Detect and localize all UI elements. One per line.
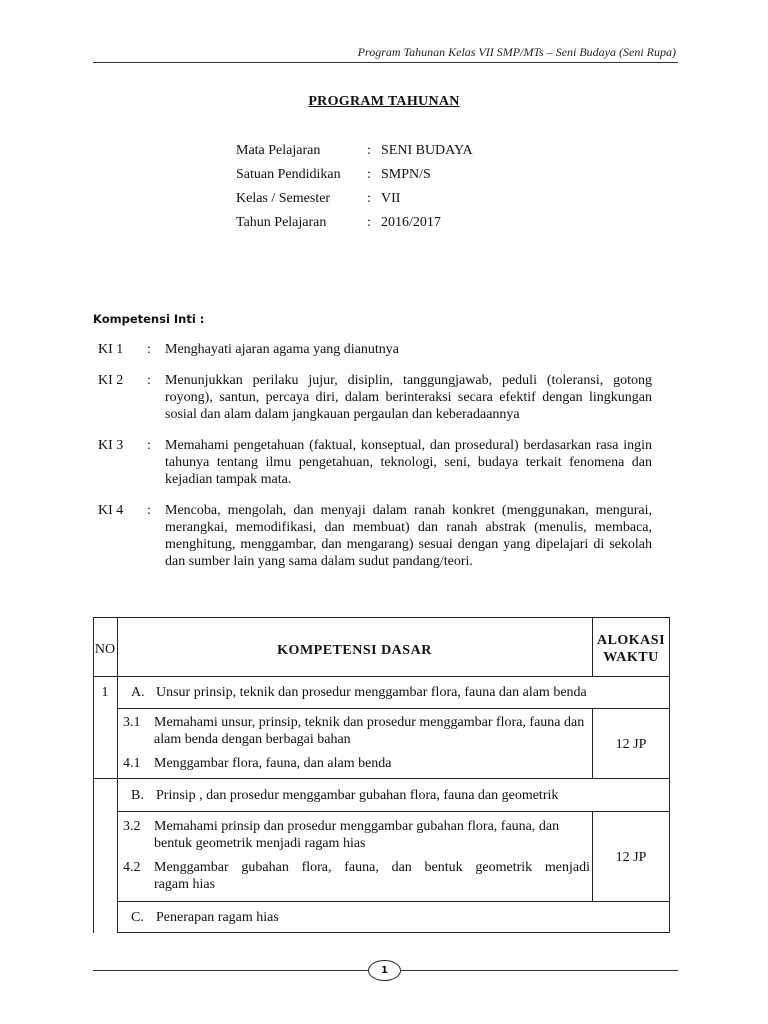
document-title-text: PROGRAM TAHUNAN [308, 94, 460, 109]
section-title: Unsur prinsip, teknik dan prosedur menggambar flora, fauna dan alam benda [156, 685, 587, 700]
info-colon: : [367, 167, 371, 182]
table-border [93, 778, 670, 779]
row-number: 1 [101, 685, 109, 700]
kd-number: 4.1 [123, 756, 141, 771]
info-label: Mata Pelajaran [236, 143, 321, 158]
kd-3-1 [123, 714, 590, 748]
info-value: VII [381, 191, 401, 206]
ki-colon: : [147, 373, 151, 388]
ki-item-1 [98, 341, 652, 358]
kd-4-2 [123, 859, 590, 893]
kd-4-1 [123, 755, 590, 772]
header-kompetensi-dasar: KOMPETENSI DASAR [277, 643, 432, 658]
info-value: 2016/2017 [381, 215, 441, 230]
kd-text-line-2: ragam hias [154, 877, 216, 892]
kompetensi-dasar-table [93, 617, 670, 933]
info-value: SMPN/S [381, 167, 431, 182]
ki-colon: : [147, 342, 151, 357]
ki-heading: Kompetensi Inti : [93, 312, 205, 326]
section-letter: C. [131, 910, 144, 925]
section-a [131, 684, 587, 701]
kd-3-2 [123, 818, 590, 852]
table-border [93, 617, 94, 933]
ki-colon: : [147, 503, 151, 518]
info-label: Tahun Pelajaran [236, 215, 327, 230]
info-value: SENI BUDAYA [381, 143, 473, 158]
page-number: 1 [368, 960, 401, 981]
table-border [117, 901, 670, 902]
ki-text: Menghayati ajaran agama yang dianutnya [165, 342, 400, 357]
header-waktu: WAKTU [603, 650, 659, 665]
header-alokasi: ALOKASI [596, 633, 666, 648]
info-label: Satuan Pendidikan [236, 167, 341, 182]
header-rule [93, 62, 678, 63]
ki-code: KI 1 [98, 342, 124, 357]
ki-text: Memahami pengetahuan (faktual, konseptual, dan prosedural) berdasarkan rasa ingin tahunya tentang ilmu pengetahuan, teknologi, seni, budaya terkait fenomena dan kejadian tampak mata. [165, 438, 652, 487]
section-title: Penerapan ragam hias [156, 910, 279, 925]
table-border [117, 617, 118, 933]
kd-number: 3.2 [123, 819, 141, 834]
info-label: Kelas / Semester [236, 191, 331, 206]
section-c [131, 909, 279, 926]
document-title [0, 94, 768, 110]
kd-text: Menggambar flora, fauna, dan alam benda [154, 756, 392, 771]
info-colon: : [367, 215, 371, 230]
header-alokasi-waktu [592, 632, 670, 666]
info-colon: : [367, 143, 371, 158]
table-border [117, 811, 670, 812]
kd-text-line-1: Menggambar gubahan flora, fauna, dan bentuk geometrik menjadi [154, 860, 590, 875]
ki-text: Menunjukkan perilaku jujur, disiplin, tanggungjawab, peduli (toleransi, gotong royong), santun, percaya diri, dalam berinteraksi secara efektif dengan lingkungan sosial dan alam dalam jangkauan pergaulan dan keberadaannya [165, 373, 652, 422]
table-border [117, 932, 670, 933]
footer-rule-left [93, 970, 368, 971]
ki-code: KI 2 [98, 373, 124, 388]
ki-text: Mencoba, mengolah, dan menyaji dalam ranah konkret (menggunakan, mengurai, merangkai, memodifikasi, dan membuat) dan ranah abstrak (menulis, membaca, menghitung, menggambar, dan mengarang) sesuai dengan yang dipelajari di sekolah dan sumber lain yang sama dalam sudut pandang/teori. [165, 503, 652, 569]
ki-item-3 [98, 437, 652, 488]
kd-text: Memahami unsur, prinsip, teknik dan prosedur menggambar flora, fauna dan alam benda dengan berbagai bahan [154, 715, 585, 747]
table-border [93, 676, 670, 677]
header-no: NO [94, 642, 116, 657]
alokasi-jp-2: 12 JP [615, 850, 647, 865]
running-header: Program Tahunan Kelas VII SMP/MTs – Seni Budaya (Seni Rupa) [357, 45, 676, 59]
footer-rule-right [401, 970, 678, 971]
ki-item-2 [98, 372, 652, 423]
table-border [93, 617, 670, 618]
info-colon: : [367, 191, 371, 206]
ki-code: KI 4 [98, 503, 124, 518]
kd-number: 4.2 [123, 860, 141, 875]
kd-text: Memahami prinsip dan prosedur menggambar gubahan flora, fauna, dan bentuk geometrik menjadi ragam hias [154, 819, 560, 851]
section-letter: B. [131, 788, 144, 803]
section-title: Prinsip , dan prosedur menggambar gubahan flora, fauna dan geometrik [156, 788, 559, 803]
ki-code: KI 3 [98, 438, 124, 453]
ki-item-4 [98, 502, 652, 570]
alokasi-jp-1: 12 JP [615, 737, 647, 752]
kd-number: 3.1 [123, 715, 141, 730]
section-letter: A. [131, 685, 145, 700]
section-b [131, 787, 558, 804]
ki-colon: : [147, 438, 151, 453]
table-border [117, 708, 670, 709]
